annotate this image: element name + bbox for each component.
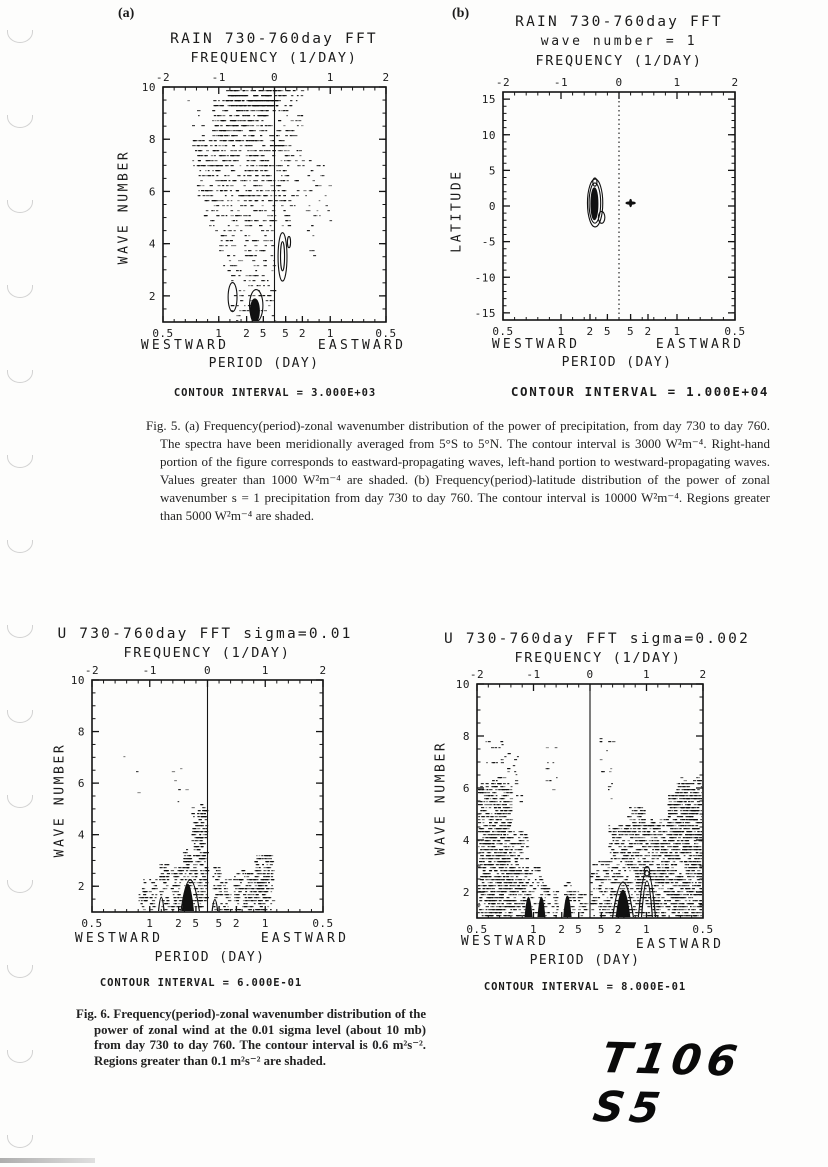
fig-a-contour-interval: CONTOUR INTERVAL = 3.000E+03 — [173, 387, 377, 399]
svg-text:6: 6 — [148, 185, 156, 199]
svg-text:0.5: 0.5 — [152, 327, 174, 340]
fig-b-period-axis-label: PERIOD (DAY) — [561, 355, 673, 370]
fig-b-contour-interval: CONTOUR INTERVAL = 1.000E+04 — [510, 384, 770, 399]
fig-b-subtitle: wave number = 1 — [540, 34, 698, 49]
plot-a — [142, 71, 397, 340]
svg-text:8: 8 — [148, 133, 156, 147]
fig-c-y-axis-label: WAVE NUMBER — [52, 742, 68, 858]
fig-b-westward-label: WESTWARD — [491, 337, 581, 352]
svg-text:5: 5 — [603, 325, 611, 338]
handwritten-note: T106 S5 — [589, 1033, 747, 1133]
svg-text:1: 1 — [215, 327, 223, 340]
fig-d-contour-interval: CONTOUR INTERVAL = 8.000E-01 — [483, 981, 687, 993]
svg-text:-5: -5 — [481, 235, 496, 249]
svg-text:-1: -1 — [142, 664, 157, 677]
svg-text:2: 2 — [586, 325, 594, 338]
svg-text:10: 10 — [481, 128, 496, 142]
fig-b-eastward-label: EASTWARD — [655, 337, 745, 352]
svg-text:2: 2 — [175, 917, 183, 930]
svg-text:1: 1 — [261, 917, 269, 930]
svg-text:2: 2 — [298, 327, 306, 340]
svg-text:0: 0 — [488, 200, 496, 213]
svg-text:0: 0 — [615, 76, 623, 89]
svg-text:0.5: 0.5 — [375, 327, 397, 340]
plot-d — [456, 668, 714, 936]
fig-c-frequency-axis-label: FREQUENCY (1/DAY) — [123, 645, 291, 661]
fig-c-title: U 730-760day FFT sigma=0.01 — [57, 626, 353, 642]
svg-text:5: 5 — [215, 917, 223, 930]
svg-text:4: 4 — [148, 237, 156, 251]
svg-text:-2: -2 — [495, 76, 511, 89]
fig-a-y-axis-label: WAVE NUMBER — [116, 149, 132, 265]
svg-text:5: 5 — [488, 164, 496, 178]
fig-d-y-axis-label: WAVE NUMBER — [433, 740, 449, 856]
fig-b-title: RAIN 730-760day FFT — [515, 14, 723, 30]
svg-text:4: 4 — [77, 828, 85, 842]
fig-b-y-axis-label: LATITUDE — [449, 169, 465, 253]
fig-a-westward-label: WESTWARD — [140, 338, 230, 353]
svg-text:1: 1 — [557, 325, 565, 338]
svg-text:0: 0 — [203, 664, 212, 677]
svg-text:5: 5 — [627, 325, 635, 338]
fig-c-eastward-label: EASTWARD — [260, 931, 350, 946]
svg-text:-2: -2 — [84, 664, 100, 677]
svg-text:1: 1 — [326, 71, 334, 84]
svg-text:6: 6 — [77, 777, 85, 791]
svg-text:0.5: 0.5 — [724, 325, 746, 338]
fig-c-westward-label: WESTWARD — [74, 931, 164, 946]
fig-d-title: U 730-760day FFT sigma=0.002 — [443, 631, 751, 647]
plot-b — [475, 76, 746, 338]
svg-text:2: 2 — [731, 76, 739, 89]
svg-text:15: 15 — [481, 93, 496, 107]
svg-text:1: 1 — [146, 917, 154, 930]
svg-text:10: 10 — [141, 81, 156, 94]
fig-a-eastward-label: EASTWARD — [317, 338, 407, 353]
panel-label-a: (a) — [118, 6, 135, 21]
fig-d-westward-label: WESTWARD — [460, 934, 550, 949]
fig-c-contour-interval: CONTOUR INTERVAL = 6.000E-01 — [99, 977, 303, 989]
svg-text:2: 2 — [382, 71, 390, 84]
svg-text:0.5: 0.5 — [312, 917, 334, 930]
svg-text:2: 2 — [243, 327, 251, 340]
fig-d-frequency-axis-label: FREQUENCY (1/DAY) — [514, 650, 682, 666]
svg-text:10: 10 — [70, 674, 85, 687]
svg-text:2: 2 — [232, 917, 240, 930]
fig-a-frequency-axis-label: FREQUENCY (1/DAY) — [190, 50, 358, 66]
fig-c-period-axis-label: PERIOD (DAY) — [154, 950, 266, 965]
svg-text:2: 2 — [148, 289, 156, 303]
svg-text:8: 8 — [77, 725, 85, 739]
svg-text:0: 0 — [270, 71, 279, 84]
svg-text:0.5: 0.5 — [492, 325, 514, 338]
svg-text:-10: -10 — [474, 271, 496, 285]
svg-text:1: 1 — [326, 327, 334, 340]
svg-text:1: 1 — [673, 325, 681, 338]
svg-text:-1: -1 — [553, 76, 569, 89]
svg-text:5: 5 — [259, 327, 267, 340]
svg-text:1: 1 — [673, 76, 681, 89]
svg-text:-15: -15 — [474, 306, 496, 320]
svg-text:-1: -1 — [211, 71, 226, 84]
svg-text:0.5: 0.5 — [81, 917, 103, 930]
svg-text:5: 5 — [192, 917, 200, 930]
svg-text:-2: -2 — [155, 71, 171, 84]
fig-a-title: RAIN 730-760day FFT — [170, 31, 378, 47]
plot-c — [71, 664, 334, 930]
svg-text:2: 2 — [77, 880, 85, 894]
fig-d-eastward-label: EASTWARD — [635, 937, 725, 952]
svg-text:2: 2 — [319, 664, 327, 677]
svg-text:2: 2 — [644, 325, 652, 338]
fig-a-period-axis-label: PERIOD (DAY) — [208, 356, 320, 371]
figure-5-caption: Fig. 5. (a) Frequency(period)-zonal wavenumber distribution of the power of precipitation, from day 730 to day 760. The spectra have been meridionally averaged from 5°S to 5°N. The contour interval is 3000 W²m⁻⁴. Right-hand portion of the figure corresponds to eastward-propagating waves, left-hand portion to westward-propagating waves. Values greater than 1000 W²m⁻⁴ are shaded. (b) Frequency(period)-latitude distribution of the power of zonal wavenumber s = 1 precipitation from day 730 to day 760. The contour interval is 10000 W²m⁻⁴. Regions greater than 5000 W²m⁻⁴ are shaded. — [146, 418, 770, 523]
fig-d-period-axis-label: PERIOD (DAY) — [529, 953, 641, 968]
figure-6-caption: Fig. 6. Frequency(period)-zonal wavenumber distribution of the power of zonal wind at the 0.01 sigma level (about 10 mb) from day 730 to day 760. The contour interval is 0.6 m²s⁻². Regions greater than 0.1 m²s⁻² are shaded. — [76, 1007, 426, 1068]
panel-label-b: (b) — [452, 6, 470, 21]
fig-b-frequency-axis-label: FREQUENCY (1/DAY) — [535, 53, 703, 69]
svg-text:5: 5 — [282, 327, 290, 340]
svg-text:1: 1 — [261, 664, 269, 677]
